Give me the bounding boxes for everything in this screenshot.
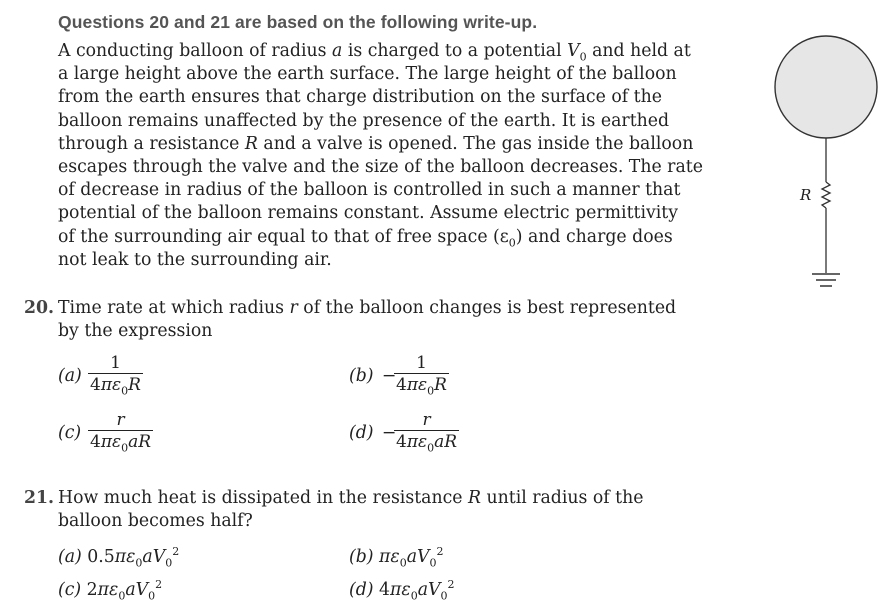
minus-sign: − <box>382 366 397 386</box>
passage-line: of decrease in radius of the balloon is controlled in such a manner that <box>58 180 681 201</box>
passage-line: not leak to the surrounding air. <box>58 249 332 270</box>
q21-option-a[interactable] <box>58 545 179 569</box>
q20-option-a-label[interactable]: (a) <box>58 366 82 386</box>
passage-line: from the earth ensures that charge distribution on the surface of the <box>58 87 662 108</box>
balloon-circuit-figure <box>760 30 890 310</box>
q21-option-b[interactable] <box>349 545 443 569</box>
q20-option-a-fraction[interactable] <box>88 353 143 402</box>
passage-line: of the surrounding air equal to that of free space $(\varepsilon_0)$ and charge does <box>58 226 673 249</box>
question-21-text-line-1: How much heat is dissipated in the resistance R until radius of the <box>58 488 644 508</box>
q21-option-b-label: (b) <box>349 546 374 567</box>
passage-line: escapes through the valve and the size of the balloon decreases. The rate <box>58 156 703 177</box>
passage-line: balloon remains unaffected by the presence of the earth. It is earthed <box>58 110 670 131</box>
passage-line: through a resistance R and a valve is opened. The gas inside the balloon <box>58 133 694 154</box>
q21-option-a-label: (a) <box>58 546 82 567</box>
question-20-text-line-2: by the expression <box>58 321 213 341</box>
fraction-numerator: r <box>422 410 431 430</box>
q21-option-c-text: $2\pi\varepsilon_0aV_0^2$ <box>86 578 163 603</box>
q21-option-b-text: $\pi\varepsilon_0aV_0^2$ <box>379 545 444 570</box>
fraction-denominator: $4\pi\varepsilon_0R$ <box>90 375 141 398</box>
question-21-number: 21. <box>24 488 55 508</box>
fraction-denominator: $4\pi\varepsilon_0aR$ <box>90 432 152 455</box>
fraction-numerator: r <box>116 410 125 430</box>
balloon-circle <box>775 36 877 138</box>
q21-option-d[interactable] <box>349 578 454 602</box>
q21-option-d-label: (d) <box>349 579 374 600</box>
q21-option-d-text: $4\pi\varepsilon_0aV_0^2$ <box>379 578 455 603</box>
question-21-text-line-2: balloon becomes half? <box>58 511 253 531</box>
minus-sign: − <box>382 423 397 443</box>
q20-option-c-fraction[interactable] <box>88 410 153 459</box>
fraction-denominator: $4\pi\varepsilon_0R$ <box>396 375 447 398</box>
q20-option-b-fraction[interactable] <box>394 353 449 402</box>
question-20-text-line-1: Time rate at which radius r of the balloon changes is best represented <box>58 298 677 318</box>
fraction-denominator: $4\pi\varepsilon_0aR$ <box>396 432 458 455</box>
q21-option-c[interactable] <box>58 578 162 602</box>
passage <box>58 40 703 272</box>
resistor-label: R <box>800 186 812 204</box>
question-20-number: 20. <box>24 298 55 318</box>
resistor-zigzag <box>822 182 830 208</box>
passage-line: potential of the balloon remains constant. Assume electric permittivity <box>58 203 678 224</box>
fraction-numerator: 1 <box>416 353 427 373</box>
q20-option-c-label[interactable]: (c) <box>58 423 82 443</box>
fraction-numerator: 1 <box>110 353 121 373</box>
q20-option-d-label[interactable]: (d) <box>349 423 374 443</box>
passage-line: a large height above the earth surface. The large height of the balloon <box>58 64 677 85</box>
section-header: Questions 20 and 21 are based on the following write-up. <box>58 12 538 32</box>
q20-option-b-label[interactable]: (b) <box>349 366 374 386</box>
q21-option-a-text: $0.5\pi\varepsilon_0aV_0^2$ <box>87 545 180 570</box>
q20-option-d-fraction[interactable] <box>394 410 459 459</box>
q21-option-c-label: (c) <box>58 579 82 600</box>
passage-line: A conducting balloon of radius a is charged to a potential $V_0$ and held at <box>58 41 691 64</box>
